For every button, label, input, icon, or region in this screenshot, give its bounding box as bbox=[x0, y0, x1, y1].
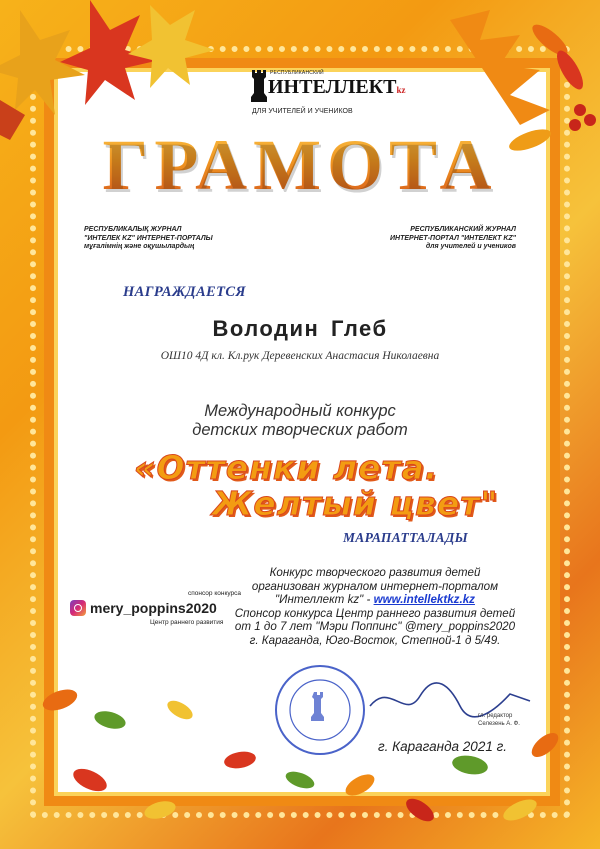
logo-subtitle: ДЛЯ УЧИТЕЛЕЙ И УЧЕНИКОВ bbox=[252, 108, 353, 115]
recipient-name: Володин Глеб bbox=[212, 316, 388, 341]
round-stamp bbox=[270, 662, 370, 758]
logo-top-text: РЕСПУБЛИКАНСКИЙ bbox=[270, 70, 324, 76]
organizer-text: Конкурс творческого развития детей организован журналом интернет-порталом "Интеллект kz" - www.intellektkz.kz Спонсор конкурса Центр раннего развития детей от 1 до 7 лет "Мэри Поппинс" @mery_poppins2020 г. Караганда, Юго-Восток, Степной-1 д 5/49. bbox=[234, 566, 516, 647]
journal-left-caption: РЕСПУБЛИКАЛЫҚ ЖУРНАЛ "ИНТЕЛЕК KZ" ИНТЕРНЕТ-ПОРТАЛЫ мұғалімнің және оқушылардың bbox=[84, 226, 213, 250]
sponsor-handle: mery_poppins2020 bbox=[90, 600, 217, 616]
logo-brand: ИНТЕЛЛЕКТkz bbox=[268, 76, 406, 98]
maple-leaves-top-left-icon bbox=[0, 0, 260, 140]
sponsor-label: спонсор конкурса bbox=[188, 590, 242, 597]
school-info: ОШ10 4Д кл. Кл.рук Деревенских Анастасия Николаевна bbox=[160, 350, 440, 362]
awarded-heading-kazakh: МАРАПАТТАЛАДЫ bbox=[343, 530, 469, 545]
journal-right-caption: РЕСПУБЛИКАНСКИЙ ЖУРНАЛ ИНТЕРНЕТ-ПОРТАЛ "ИНТЕЛЕКТ KZ" для учителей и учеников bbox=[390, 226, 516, 250]
editor-caption: гл. редактор Селезень А. Ф. bbox=[478, 713, 520, 727]
page-title: ГРАМОТА bbox=[0, 124, 600, 207]
sponsor-centre: Центр раннего развития bbox=[150, 619, 224, 626]
contest-theme: «Оттенки лета. Желтый цвет" bbox=[134, 448, 499, 523]
website-link[interactable]: www.intellektkz.kz bbox=[373, 593, 475, 606]
chess-rook-icon bbox=[250, 68, 268, 104]
intellekt-logo bbox=[246, 68, 406, 120]
contest-title: Международный конкурс детских творческих работ bbox=[192, 402, 408, 439]
awarded-heading: НАГРАЖДАЕТСЯ bbox=[123, 284, 246, 300]
city-date: г. Караганда 2021 г. bbox=[378, 739, 507, 754]
